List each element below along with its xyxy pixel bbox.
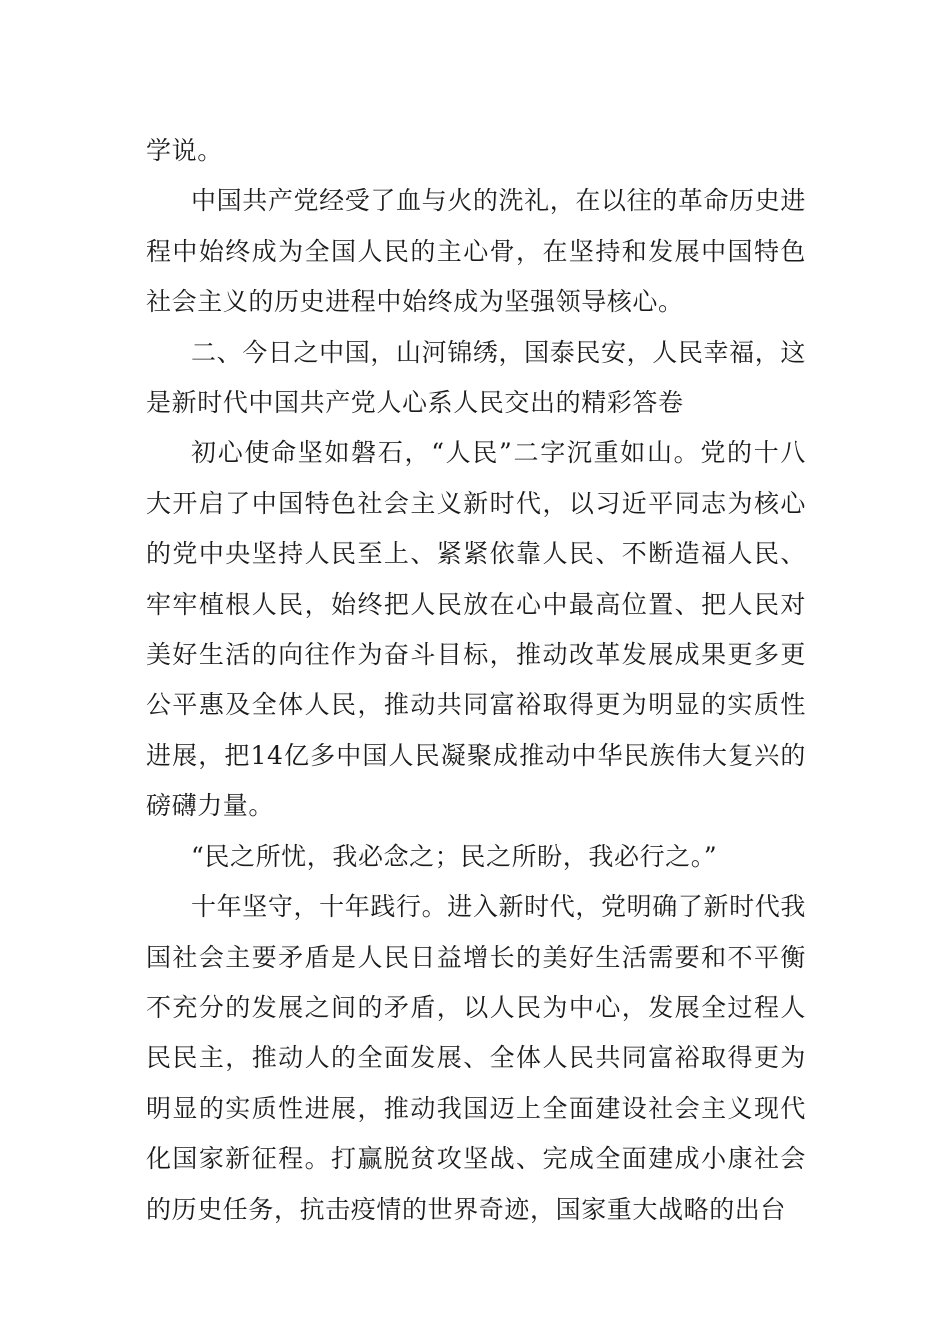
body-text [146, 126, 806, 1235]
paragraph-4: 十年坚守，十年践行。进入新时代，党明确了新时代我国社会主要矛盾是人民日益增长的美好生活需要和不平衡不充分的发展之间的矛盾，以人民为中心，发展全过程人民民主，推动人的全面发展、全体人民共同富裕取得更为明显的实质性进展，推动我国迈上全面建设社会主义现代化国家新征程。打赢脱贫攻坚战、完成全面建成小康社会的历史任务，抗击疫情的世界奇迹，国家重大战略的出台 [146, 892, 806, 1224]
section-heading-2: 二、今日之中国，山河锦绣，国泰民安，人民幸福，这是新时代中国共产党人心系人民交出的精彩答卷 [146, 337, 806, 418]
paragraph-3: 初心使命坚如磐石，“人民”二字沉重如山。党的十八大开启了中国特色社会主义新时代，以习近平同志为核心的党中央坚持人民至上、紧紧依靠人民、不断造福人民、牢牢植根人民，始终把人民放在心中最高位置、把人民对美好生活的向往作为奋斗目标，推动改革发展成果更多更公平惠及全体人民，推动共同富裕取得更为明显的实质性进展，把14亿多中国人民凝聚成推动中华民族伟大复兴的磅礴力量。 [146, 438, 806, 821]
paragraph-1: 学说。 [146, 136, 223, 165]
quote-paragraph: “民之所忧，我必念之；民之所盼，我必行之。” [191, 841, 718, 871]
paragraph-2: 中国共产党经受了血与火的洗礼，在以往的革命历史进程中始终成为全国人民的主心骨，在坚持和发展中国特色社会主义的历史进程中始终成为坚强领导核心。 [146, 186, 806, 317]
